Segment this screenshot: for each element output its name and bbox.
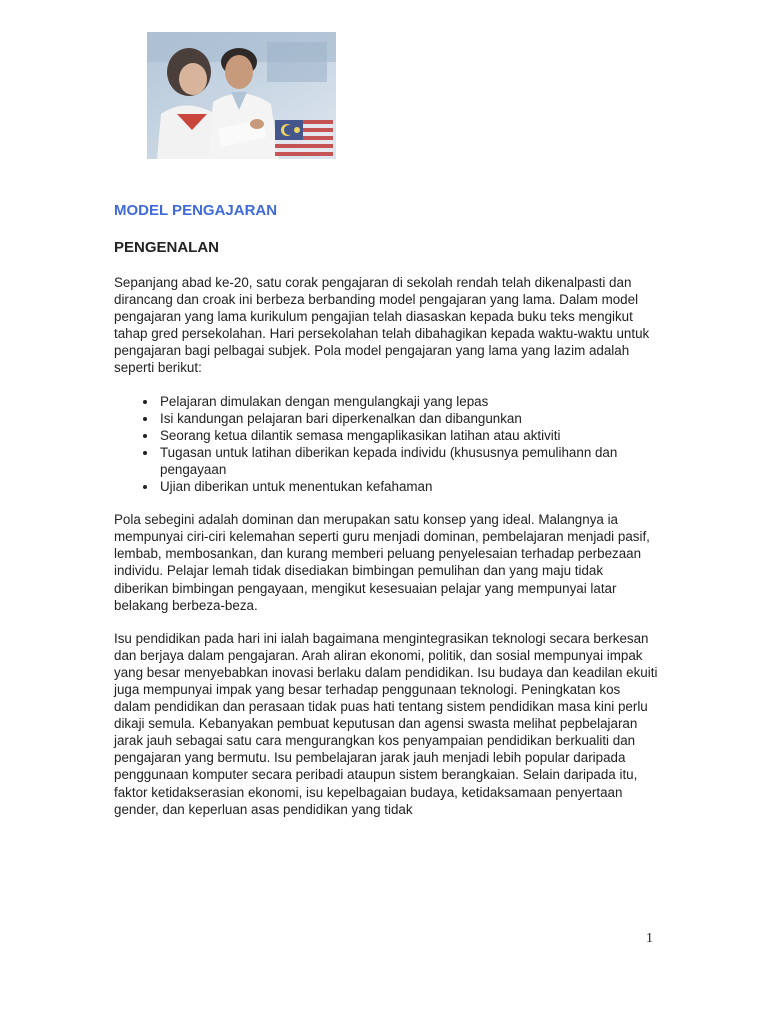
list-item: • Isi kandungan pelajaran bari diperkenalkan dan dibangunkan <box>158 410 659 427</box>
header-photo <box>147 32 336 159</box>
list-item: • Ujian diberikan untuk menentukan kefahaman <box>158 478 659 495</box>
paragraph-intro: Sepanjang abad ke-20, satu corak pengajaran di sekolah rendah telah dikenalpasti dan dirancang dan croak ini berbeza berbanding model pengajaran yang lama. Dalam model pengajaran yang lama kurikulum pengajian telah diasaskan kepada buku teks mengikut tahap gred persekolahan. Hari persekolahan telah dibahagikan kepada waktu-waktu untuk pengajaran bagi pelbagai subjek. Pola model pengajaran yang lama yang lazim adalah seperti berikut: <box>114 275 650 376</box>
list-item: • Tugasan untuk latihan diberikan kepada individu (khususnya pemulihann dan pengayaan <box>158 444 659 478</box>
page-number: 1 <box>646 931 653 946</box>
document-body <box>114 200 659 818</box>
list-item: • Seorang ketua dilantik semasa mengaplikasikan latihan atau aktiviti <box>158 427 659 444</box>
section-heading: PENGENALAN <box>114 239 220 256</box>
paragraph-issues: Isu pendidikan pada hari ini ialah bagaimana mengintegrasikan teknologi secara berkesan dan berjaya dalam pengajaran. Arah aliran ekonomi, politik, dan sosial mempunyai impak yang besar menyebabkan inovasi berlaku dalam pendidikan. Isu budaya dan keadilan ekuiti juga mempunyai impak yang besar terhadap penggunaan teknologi. Peningkatan kos dalam pendidikan dan perasaan tidak puas hati tentang sistem pendidikan masa kini perlu dikaji semula. Kebanyakan pembuat keputusan dan agensi swasta melihat pepbelajaran jarak jauh sebagai satu cara mengurangkan kos penyampaian pendidikan berkualiti dan pengajaran yang bermutu. Isu pembelajaran jarak jauh menjadi lebih popular daripada penggunaan komputer secara peribadi ataupun sistem berangkaian. Selain daripada itu, faktor ketidakserasian ekonomi, isu kepelbagaian budaya, ketidaksamaan penyertaan gender, dan keperluan asas pendidikan yang tidak <box>114 630 658 817</box>
document-title: MODEL PENGAJARAN <box>114 202 278 219</box>
paragraph-weakness: Pola sebegini adalah dominan dan merupakan satu konsep yang ideal. Malangnya ia mempunyai ciri-ciri kelemahan seperti guru menjadi dominan, pembelajaran menjadi pasif, lembab, membosankan, dan kurang memberi peluang penyelesaian terhadap perbezaan individu. Pelajar lemah tidak disediakan bimbingan pemulihan dan yang maju tidak diberikan bimbingan pengayaan, mengikut kesesuaian pelajar yang mempunyai latar belakang berbeza-beza. <box>114 512 650 613</box>
list-item: • Pelajaran dimulakan dengan mengulangkaji yang lepas <box>158 393 659 410</box>
teacher-student-photo-image <box>147 32 336 159</box>
bullet-list <box>114 393 659 496</box>
